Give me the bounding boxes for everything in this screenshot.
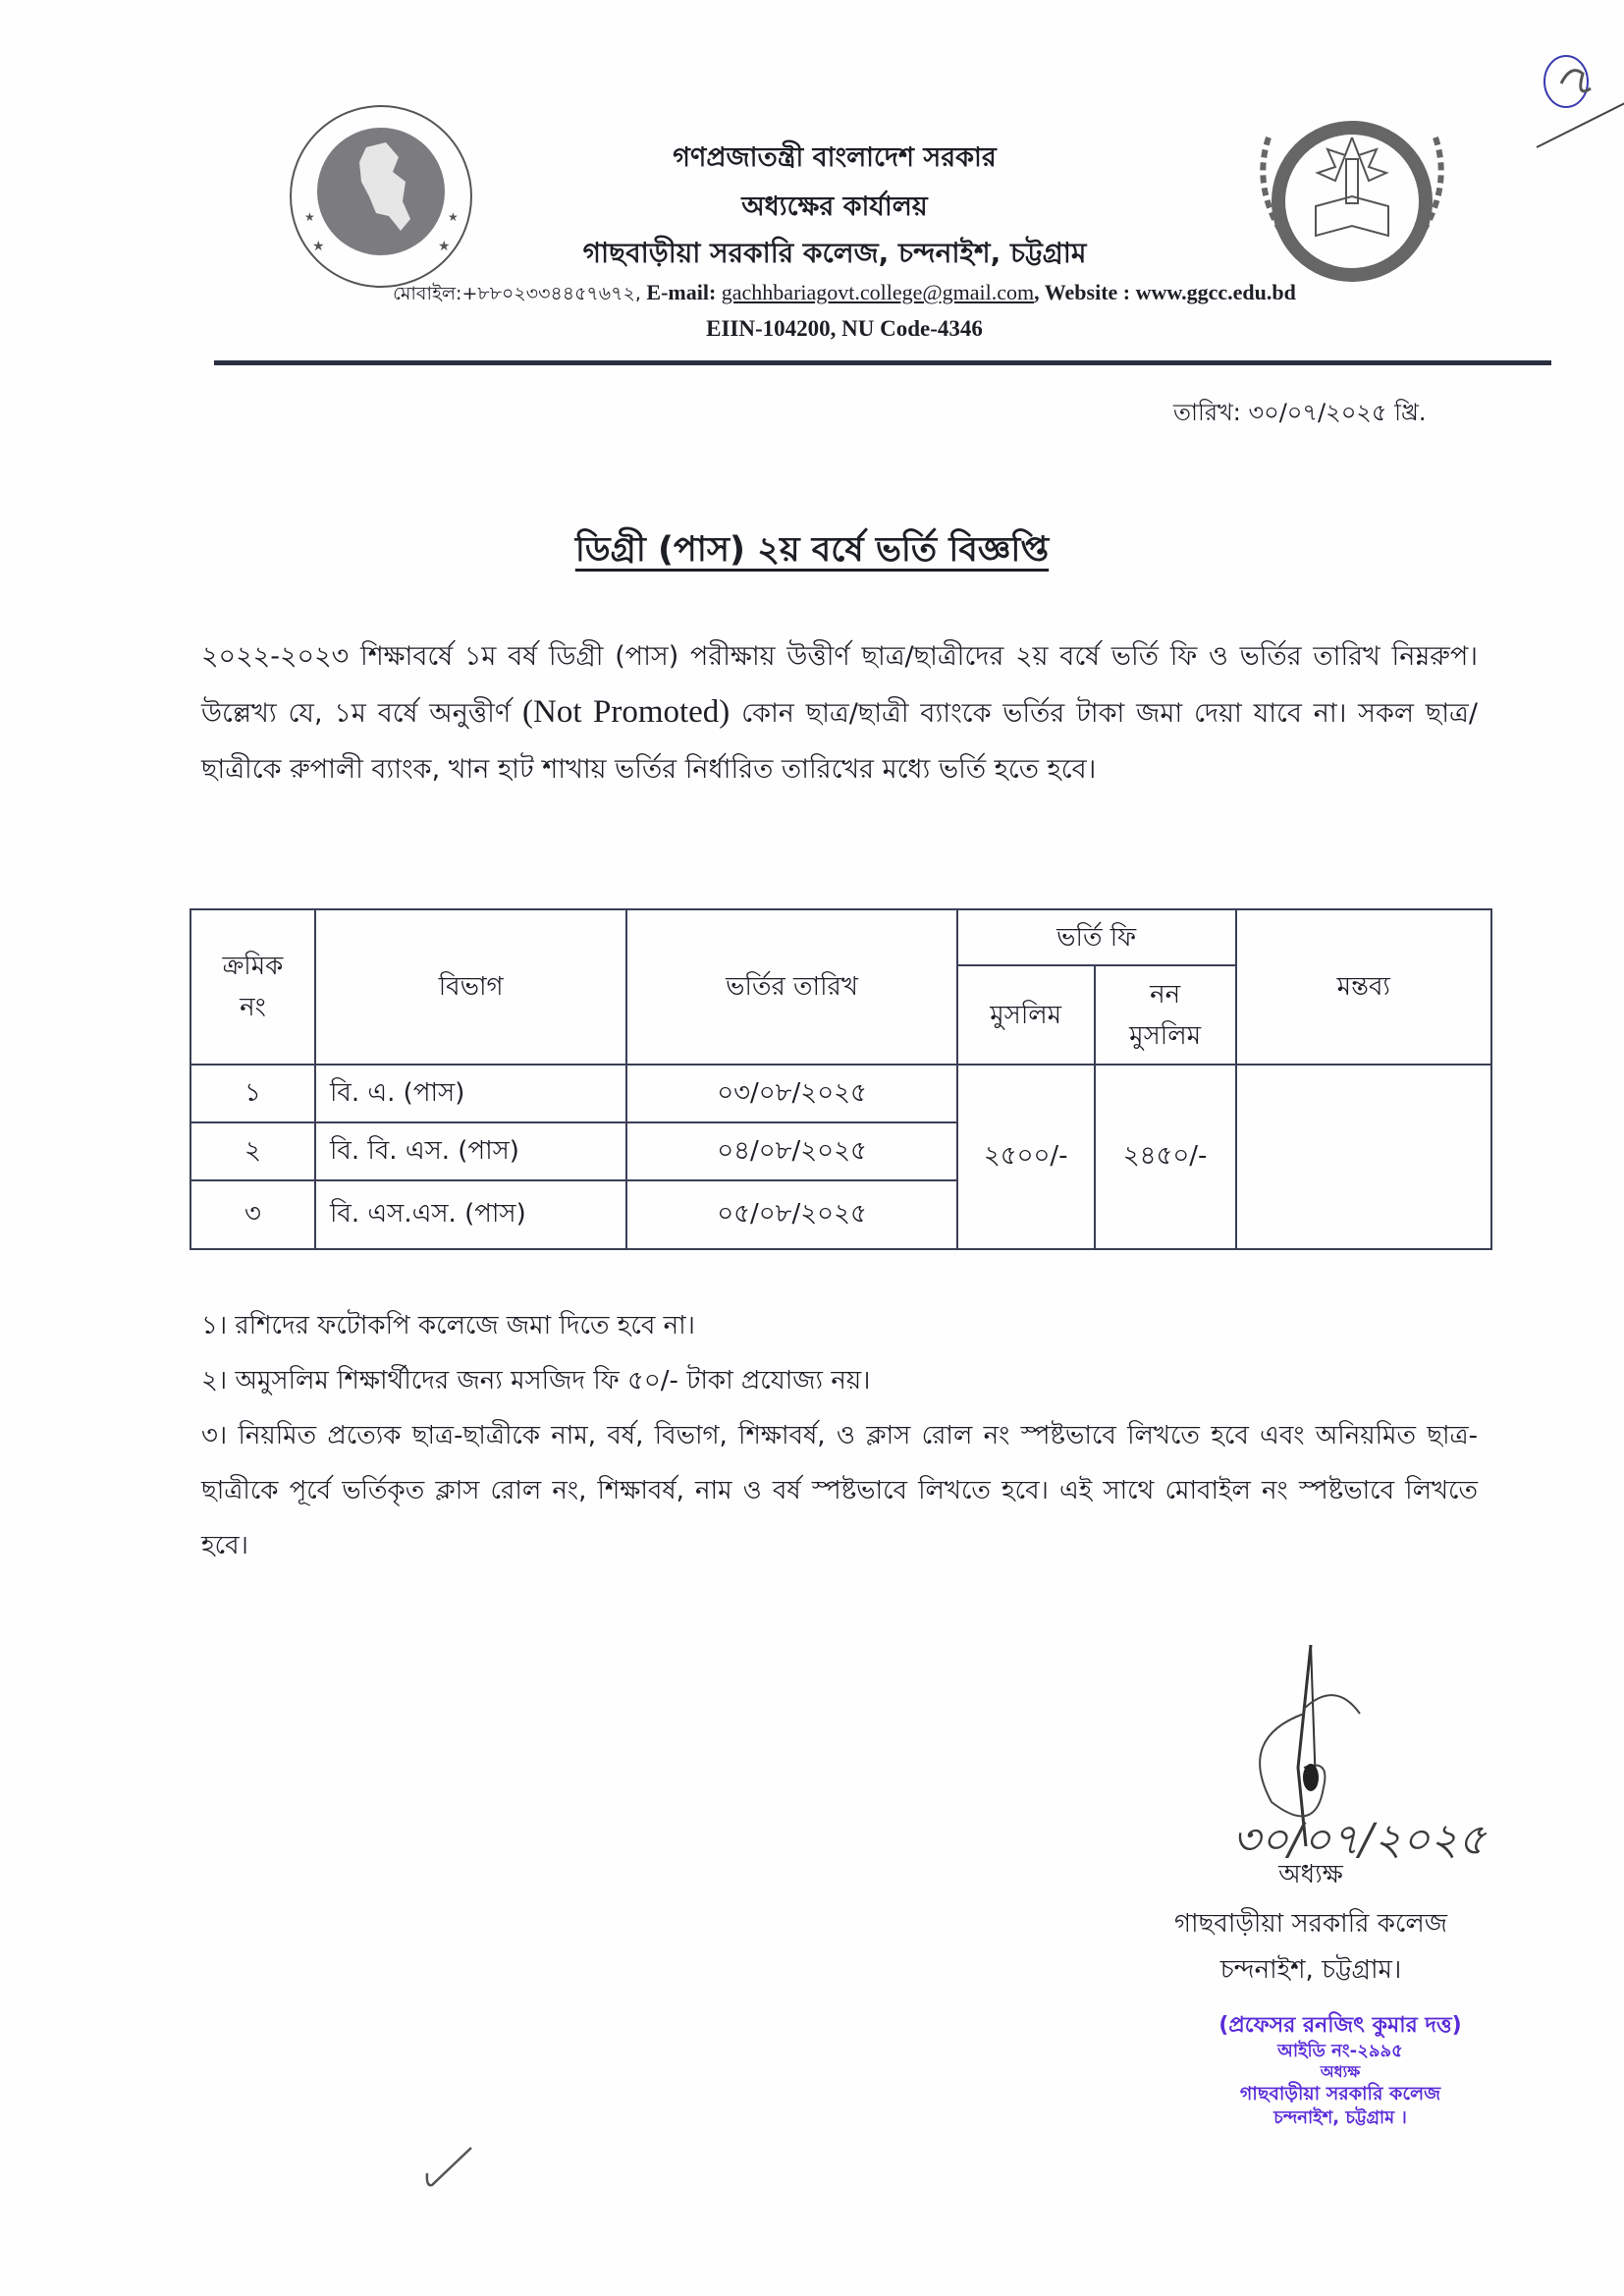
row-department: বি. এ. (পাস) xyxy=(315,1065,626,1122)
row-date: ০৩/০৮/২০২৫ xyxy=(626,1065,956,1122)
note-item: ৩। নিয়মিত প্রত্যেক ছাত্র-ছাত্রীকে নাম, বর্ষ, বিভাগ, শিক্ষাবর্ষ, ও ক্লাস রোল নং স্পষ্টভাবে লিখতে হবে এবং অনিয়মিত ছাত্র-ছাত্রীকে পূর্বে ভর্তিকৃত ক্লাস রোল নং, শিক্ষাবর্ষ, নাম ও বর্ষ স্পষ্টভাবে লিখতে হবে। এই সাথে মোবাইল নং স্পষ্টভাবে লিখতে হবে। xyxy=(201,1421,1478,1560)
header-department: বিভাগ xyxy=(315,909,626,1065)
remarks-cell xyxy=(1236,1065,1491,1249)
stamp-college: গাছবাড়ীয়া সরকারি কলেজ xyxy=(1239,2083,1441,2105)
note-item: ২। অমুসলিম শিক্ষার্থীদের জন্য মসজিদ ফি ৫০/- টাকা প্রযোজ্য নয়। xyxy=(201,1366,871,1395)
header-non-muslim: নন মুসলিম xyxy=(1095,965,1236,1065)
office-line: অধ্যক্ষের কার্যালয় xyxy=(741,191,928,222)
header-muslim: মুসলিম xyxy=(957,965,1095,1065)
row-department: বি. বি. এস. (পাস) xyxy=(315,1122,626,1180)
website-link[interactable]: , Website : www.ggcc.edu.bd xyxy=(1034,280,1296,304)
signatory-designation: অধ্যক্ষ xyxy=(1278,1860,1343,1889)
stamp-location: চন্দনাইশ, চট্টগ্রাম । xyxy=(1273,2107,1407,2128)
header-remarks: মন্তব্য xyxy=(1236,909,1491,1065)
header-admission-fee: ভর্তি ফি xyxy=(957,909,1236,965)
notice-body xyxy=(201,629,1478,797)
mobile-number: মোবাইল:+৮৮০২৩৩৪৪৫৭৬৭২, xyxy=(393,283,641,304)
admission-fee-table xyxy=(189,908,1492,1250)
stamp-name: (প্রফেসর রনজিৎ কুমার দত্ত) xyxy=(1218,2013,1462,2038)
header-serial: ক্রমিক নং xyxy=(190,909,315,1065)
row-date: ০৪/০৮/২০২৫ xyxy=(626,1122,956,1180)
handwritten-initial xyxy=(1532,44,1610,133)
row-serial: ৩ xyxy=(190,1180,315,1249)
row-serial: ২ xyxy=(190,1122,315,1180)
initial-scribble-icon xyxy=(1532,44,1610,133)
header-admission-date: ভর্তির তারিখ xyxy=(626,909,956,1065)
notice-body-part1: ২০২২-২০২৩ শিক্ষাবর্ষে ১ম বর্ষ ডিগ্রী (পাস) পরীক্ষায় উত্তীর্ণ ছাত্র/ছাত্রীদের ২য় বর্ষে ভর্তি ফি ও ভর্তির তারিখ নিম্নরুপ। উল্লেখ্য যে, ১ম বর্ষে অনুত্তীর্ণ xyxy=(201,641,1478,729)
row-department: বি. এস.এস. (পাস) xyxy=(315,1180,626,1249)
svg-text:★: ★ xyxy=(312,239,325,254)
stamp-designation: অধ্যক্ষ xyxy=(1320,2062,1361,2081)
signatory-location: চন্দনাইশ, চট্টগ্রাম। xyxy=(1219,1955,1402,1985)
row-date: ০৫/০৮/২০২৫ xyxy=(626,1180,956,1249)
notice-date: তারিখ: ৩০/০৭/২০২৫ খ্রি. xyxy=(1173,399,1427,426)
eiin-code: EIIN-104200, NU Code-4346 xyxy=(706,316,983,341)
check-mark-icon xyxy=(422,2146,481,2205)
not-promoted-text: (Not Promoted) xyxy=(522,694,731,730)
principal-signature xyxy=(1188,1640,1512,1876)
notes-list xyxy=(201,1298,1478,1573)
signatory-college: গাছবাড়ীয়া সরকারি কলেজ xyxy=(1174,1909,1447,1939)
notice-body-part2: কোন ছাত্র/ছাত্রী ব্যাংকে ভর্তির টাকা জমা দেয়া যাবে না। সকল ছাত্র/ছাত্রীকে রুপালী ব্যাংক, খান হাট শাখায় ভর্তির নির্ধারিত তারিখের মধ্যে ভর্তি হতে হবে। xyxy=(201,698,1478,785)
email-link[interactable]: gachhbariagovt.college@gmail.com xyxy=(721,280,1035,304)
header-divider xyxy=(214,360,1551,365)
row-serial: ১ xyxy=(190,1065,315,1122)
stamp-id: আইডি নং-২৯৯৫ xyxy=(1277,2041,1403,2061)
notice-title: ডিগ্রী (পাস) ২য় বর্ষে ভর্তি বিজ্ঞপ্তি xyxy=(574,530,1050,570)
check-mark xyxy=(422,2146,481,2205)
government-line: গণপ্রজাতন্ত্রী বাংলাদেশ সরকার xyxy=(673,142,997,173)
government-seal xyxy=(283,103,479,290)
svg-text:★: ★ xyxy=(304,210,315,224)
table-row xyxy=(190,1065,1491,1122)
fee-non-muslim: ২৪৫০/- xyxy=(1095,1065,1236,1249)
college-line: গাছবাড়ীয়া সরকারি কলেজ, চন্দনাইশ, চট্টগ্রাম xyxy=(582,237,1087,269)
svg-text:★: ★ xyxy=(438,239,451,254)
college-seal-icon xyxy=(1239,98,1465,285)
handwritten-date: ৩০/০৭/২০২৫ xyxy=(1232,1815,1487,1865)
note-item: ১। রশিদের ফটোকপি কলেজে জমা দিতে হবে না। xyxy=(201,1311,695,1340)
college-seal xyxy=(1239,98,1465,285)
email-label: E-mail: xyxy=(646,280,717,304)
fee-muslim: ২৫০০/- xyxy=(957,1065,1095,1249)
contact-line xyxy=(206,280,1483,311)
government-seal-icon xyxy=(283,103,479,290)
svg-text:★: ★ xyxy=(448,210,459,224)
